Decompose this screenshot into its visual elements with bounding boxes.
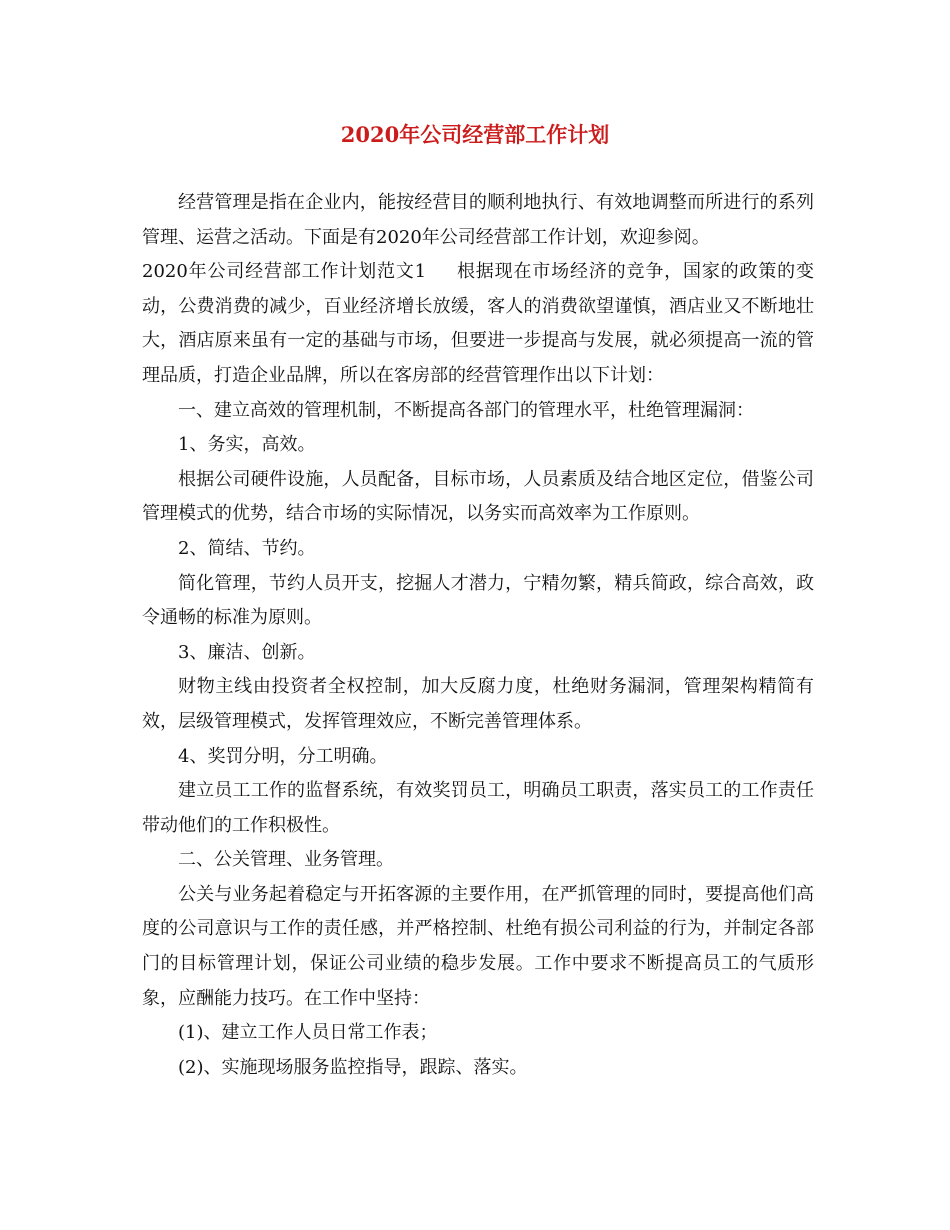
item-body-4: 建立员工工作的监督系统，有效奖罚员工，明确员工职责，落实员工的工作责任带动他们的工作积极性。 <box>142 780 814 836</box>
item-body-2: 简化管理，节约人员开支，挖掘人才潜力，宁精勿繁，精兵简政，综合高效，政令通畅的标准为原则。 <box>142 572 814 629</box>
list-item-1: (1)、建立工作人员日常工作表； <box>178 1022 438 1044</box>
section-heading-2: 二、公关管理、业务管理。 <box>178 849 394 871</box>
paragraph-intro: 经营管理是指在企业内，能按经营目的顺利地执行、有效地调整而所进行的系列管理、运营之活动。下面是有2020年公司经营部工作计划，欢迎参阅。 <box>142 192 814 248</box>
sample-body: 根据现在市场经济的竞争，国家的政策的变动，公费消费的减少，百业经济增长放缓，客人的消费欲望谨慎，酒店业又不断地壮大，酒店原来虽有一定的基础与市场，但要进一步提高与发展，就必须提高一流的管理品质，打造企业品牌，所以在客房部的经营管理作出以下计划： <box>142 261 814 386</box>
paragraph-sample-lead <box>142 255 814 393</box>
item-heading-2: 2、简结、节约。 <box>178 537 316 559</box>
item-heading-4: 4、奖罚分明，分工明确。 <box>178 745 388 767</box>
item-body-3: 财物主线由投资者全权控制，加大反腐力度，杜绝财务漏洞，管理架构精简有效，层级管理模式，发挥管理效应，不断完善管理体系。 <box>142 676 814 732</box>
section-body-2: 公关与业务起着稳定与开拓客源的主要作用，在严抓管理的同时，要提高他们高度的公司意识与工作的责任感，并严格控制、杜绝有损公司利益的行为，并制定各部门的目标管理计划，保证公司业绩的稳步发展。工作中要求不断提高员工的气质形象，应酬能力技巧。在工作中坚持： <box>142 883 814 1009</box>
document-body <box>142 186 814 1085</box>
item-heading-1: 1、务实，高效。 <box>178 434 316 456</box>
item-heading-3: 3、廉洁、创新。 <box>178 641 316 663</box>
document-title: 2020年公司经营部工作计划 <box>340 122 610 147</box>
sample-heading: 2020年公司经营部工作计划范文1 <box>142 261 427 283</box>
list-item-2: (2)、实施现场服务监控指导，跟踪、落实。 <box>178 1056 528 1078</box>
item-body-1: 根据公司硬件设施，人员配备，目标市场，人员素质及结合地区定位，借鉴公司管理模式的优势，结合市场的实际情况，以务实而高效率为工作原则。 <box>142 468 814 525</box>
section-heading-1: 一、建立高效的管理机制，不断提高各部门的管理水平，杜绝管理漏洞： <box>178 399 754 421</box>
